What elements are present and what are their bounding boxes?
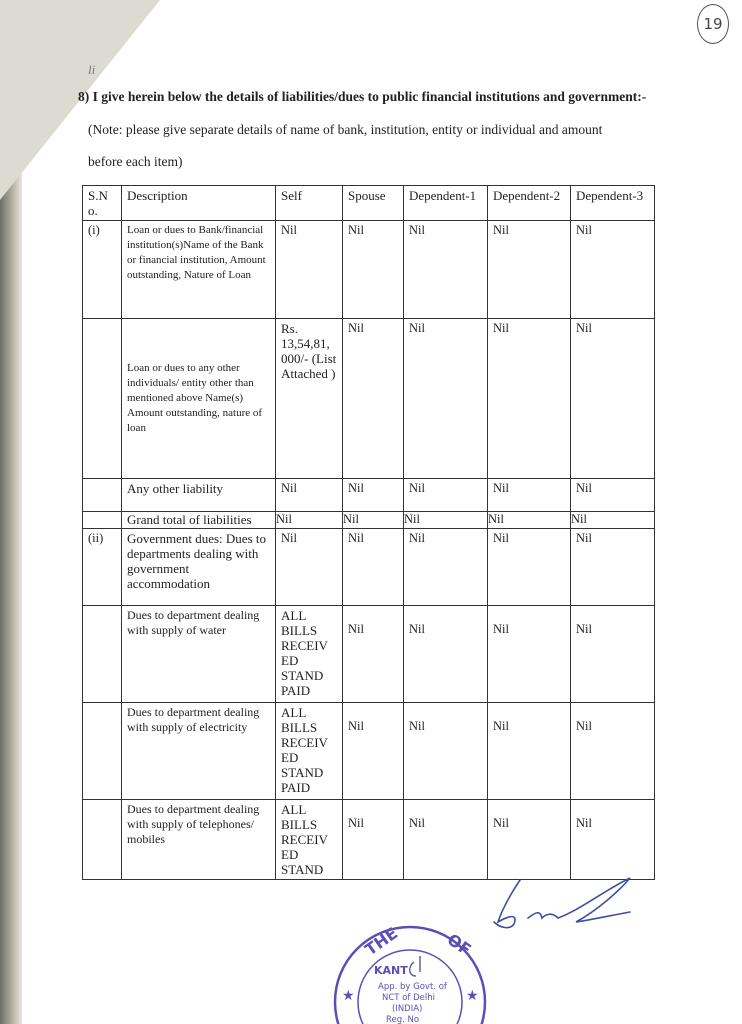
cell-dependent-2: Nil — [488, 529, 571, 606]
header-dependent-1: Dependent-1 — [404, 186, 488, 221]
cell-spouse: Nil — [343, 512, 404, 529]
cell-dependent-3: Nil — [571, 529, 655, 606]
cell-dependent-3: Nil — [571, 221, 655, 319]
cell-dependent-3: Nil — [571, 319, 655, 479]
table-header-row — [83, 186, 655, 221]
cell-dependent-3: Nil — [571, 800, 655, 880]
cell-description: Dues to department dealing with supply of electricity — [122, 703, 276, 800]
header-dependent-3: Dependent-3 — [571, 186, 655, 221]
cell-self: Nil — [276, 479, 343, 512]
cell-spouse: Nil — [343, 703, 404, 800]
stamp-right-arc: OF — [443, 929, 475, 960]
cell-dependent-1: Nil — [404, 529, 488, 606]
cell-dependent-2: Nil — [488, 703, 571, 800]
cell-sno — [83, 319, 122, 479]
cell-spouse: Nil — [343, 221, 404, 319]
page-number: 19 — [697, 4, 729, 44]
cell-dependent-2: Nil — [488, 221, 571, 319]
cell-dependent-1: Nil — [404, 703, 488, 800]
margin-fragment: li — [88, 62, 96, 77]
cell-dependent-2: Nil — [488, 512, 571, 529]
intro-line-1-text: 8) I give herein below the details of liabilities/dues to public financial institutions and government:- — [78, 89, 647, 104]
notary-stamp — [330, 922, 490, 1024]
cell-self: Rs. 13,54,81, 000/- (List Attached ) — [276, 319, 343, 479]
stamp-line-1: App. by Govt. of — [378, 982, 447, 992]
cell-sno — [83, 800, 122, 880]
cell-description: Loan or dues to any other individuals/ entity other than mentioned above Name(s) Amount outstanding, nature of loan — [122, 319, 276, 479]
table-row — [83, 703, 655, 800]
cell-sno — [83, 479, 122, 512]
cell-spouse: Nil — [343, 319, 404, 479]
stamp-top-arc: THE — [361, 923, 402, 960]
cell-description: Dues to department dealing with supply of water — [122, 606, 276, 703]
cell-spouse: Nil — [343, 800, 404, 880]
cell-sno — [83, 703, 122, 800]
cell-dependent-2: Nil — [488, 606, 571, 703]
intro-line-1 — [78, 89, 646, 105]
cell-dependent-1: Nil — [404, 319, 488, 479]
cell-spouse: Nil — [343, 479, 404, 512]
cell-sno: (i) — [83, 221, 122, 319]
header-description: Description — [122, 186, 276, 221]
stamp-star-right: ★ — [466, 989, 479, 1004]
cell-dependent-1: Nil — [404, 479, 488, 512]
cell-dependent-3: Nil — [571, 606, 655, 703]
stamp-line-3: (INDIA) — [392, 1004, 423, 1014]
cell-self: Nil — [276, 221, 343, 319]
table-row — [83, 479, 655, 512]
table-row — [83, 221, 655, 319]
cell-dependent-3: Nil — [571, 703, 655, 800]
cell-description: Grand total of liabilities — [122, 512, 276, 529]
header-dependent-2: Dependent-2 — [488, 186, 571, 221]
cell-self: ALL BILLS RECEIV ED STAND — [276, 800, 343, 880]
intro-line-3: before each item) — [88, 154, 183, 169]
cell-sno — [83, 512, 122, 529]
cell-self: ALL BILLS RECEIV ED STAND PAID — [276, 606, 343, 703]
cell-sno: (ii) — [83, 529, 122, 606]
header-spouse: Spouse — [343, 186, 404, 221]
cell-description: Any other liability — [122, 479, 276, 512]
cell-dependent-3: Nil — [571, 479, 655, 512]
intro-line-2: (Note: please give separate details of name of bank, institution, entity or individual and amount — [88, 122, 603, 137]
cell-dependent-1: Nil — [404, 606, 488, 703]
table-row — [83, 529, 655, 606]
cell-dependent-2: Nil — [488, 479, 571, 512]
cell-dependent-2: Nil — [488, 319, 571, 479]
cell-dependent-1: Nil — [404, 800, 488, 880]
cell-dependent-2: Nil — [488, 800, 571, 880]
cell-self: ALL BILLS RECEIV ED STAND PAID — [276, 703, 343, 800]
cell-self: Nil — [276, 529, 343, 606]
table-row — [83, 512, 655, 529]
table-row — [83, 319, 655, 479]
table-row — [83, 606, 655, 703]
cell-self: Nil — [276, 512, 343, 529]
cell-dependent-1: Nil — [404, 512, 488, 529]
cell-description: Dues to department dealing with supply of telephones/ mobiles — [122, 800, 276, 880]
header-self: Self — [276, 186, 343, 221]
signature-graphic — [480, 870, 650, 940]
cell-description: Loan or dues to Bank/financial institution(s)Name of the Bank or financial institution, Amount outstanding, Nature of Loan — [122, 221, 276, 319]
cell-spouse: Nil — [343, 606, 404, 703]
stamp-name: KANT — [374, 964, 408, 977]
stamp-line-2: NCT of Delhi — [382, 993, 435, 1003]
table-row — [83, 800, 655, 880]
stamp-star-left: ★ — [342, 989, 355, 1004]
stamp-initials-mark — [410, 956, 420, 976]
cell-spouse: Nil — [343, 529, 404, 606]
liabilities-table — [82, 185, 655, 880]
stamp-line-4: Reg. No — [386, 1015, 420, 1024]
cell-sno — [83, 606, 122, 703]
cell-dependent-1: Nil — [404, 221, 488, 319]
cell-description: Government dues: Dues to departments dealing with government accommodation — [122, 529, 276, 606]
header-sno: S.N o. — [83, 186, 122, 221]
cell-dependent-3: Nil — [571, 512, 655, 529]
